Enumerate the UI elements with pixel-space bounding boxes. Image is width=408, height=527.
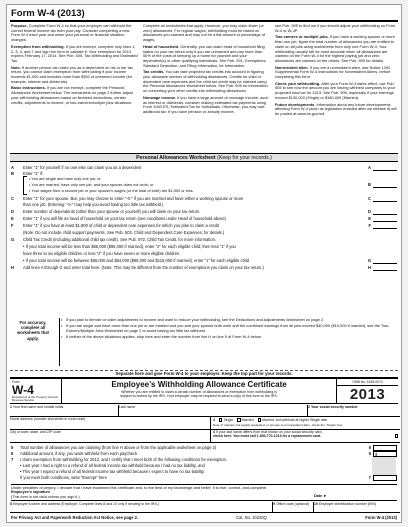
worksheet-line [11, 236, 397, 243]
instr-pension: see Pub. 505 to find out if you should adjust your withholding on Form W-4 or W-4P. [275, 24, 396, 33]
worksheet-line [11, 229, 397, 236]
box-letter: G [367, 258, 371, 263]
box-number: 5 [368, 445, 371, 450]
instructions-column-1 [11, 24, 138, 152]
line-text: Enter number of dependents (other than your spouse or yourself) you will claim on your tax return [23, 209, 200, 214]
office-code-field[interactable]: 9 Office code (optional) [273, 502, 313, 513]
box-letter: A [368, 165, 371, 170]
line-b-input[interactable] [373, 182, 397, 188]
name-differs: 4 If your last name differs from that shown on your social security card, check here. You must call 1-800-772-1213 for a replacement card. [211, 430, 400, 443]
footer: For Privacy Act and Paperwork Reduction Act Notice, see page 2. Cat. No. 10220Q Form W-4 (2013) [11, 515, 397, 520]
name-differs-checkbox[interactable] [395, 434, 399, 438]
single-checkbox[interactable] [219, 418, 223, 422]
form-year-block [336, 379, 398, 404]
instr-nonresident: Nonresident alien. If you are a nonresident alien, see Notice 1392, Supplemental Form W-4 Instructions for Nonresident Aliens, before completing this form. [275, 64, 392, 80]
line-text: Child Tax Credit (including additional child tax credit). See Pub. 972, Child Tax Credit, for more information. [23, 237, 217, 242]
instructions-column-3 [275, 24, 399, 152]
form-id-block: Form W-4 Department of the Treasury Internal Revenue Service [10, 379, 62, 404]
w4-page [6, 4, 402, 523]
line-text: (Note. Do not include child support payments. See Pub. 503, Child and Dependent Care Expenses, for details.) [23, 230, 225, 235]
worksheet-line [11, 264, 397, 271]
line-number: 5 [11, 445, 14, 450]
line-letter: A [11, 165, 14, 170]
line-letter: B [11, 171, 14, 176]
line-text: Total number of allowances you are claiming (from line H above or from the applicable worksheet on page 2) [20, 445, 217, 450]
worksheet-title: Personal Allowances Worksheet (Keep for your records.) [10, 153, 398, 162]
form-line [11, 475, 397, 481]
line-letter: D [11, 209, 14, 214]
worksheet-line [11, 250, 397, 257]
line-b-bullet-2: • You are married, have only one job, and your spouse does not work; or [29, 182, 154, 187]
box-letter: E [368, 216, 371, 221]
line-text: Enter “1” if: [23, 171, 44, 176]
accuracy-item-itemize: • If you plan to itemize or claim adjustments to income and want to reduce your withholding, see the Deductions and Adjustments Worksheet on page 2. [60, 318, 397, 323]
line-letter: G [11, 237, 15, 242]
worksheet-input[interactable] [373, 258, 397, 264]
city-state-zip-field[interactable]: City or town, state, and ZIP code [10, 430, 210, 443]
box-letter: F [368, 223, 371, 228]
instr-check: Check your withholding. After your Form W-4 takes effect, use Pub. 505 to see how the amount you are having withheld compares to your projected total tax for 2013. See Pub. 505, especially if your earnings exceed $130,000 (Single) or $180,000 (Married). [275, 80, 396, 100]
box-letter: D [368, 209, 371, 214]
accuracy-label: For accuracy, complete all worksheets that apply. [17, 320, 49, 341]
worksheet-input[interactable] [373, 265, 397, 271]
worksheet-line [11, 257, 397, 264]
married-checkbox[interactable] [237, 418, 241, 422]
worksheet-line [11, 215, 397, 222]
title-rule [10, 20, 398, 22]
perjury-statement: Under penalties of perjury, I declare that I have examined this certificate and, to the best of my knowledge and belief, it is true, correct, and complete. [11, 484, 397, 491]
line-text: Enter “1” for your spouse. But, you may choose to enter “-0-” if you are married and have either a working spouse or more [23, 196, 244, 201]
dept-name: Department of the Treasury Internal Revenue Service [12, 395, 58, 403]
married-higher-checkbox[interactable] [258, 418, 262, 422]
box-letter: C [368, 196, 371, 201]
line-text: than one job. (Entering “-0-” may help you avoid having too little tax withheld.) [23, 202, 164, 207]
line-b-brace [23, 176, 27, 195]
worksheet-line [11, 222, 397, 229]
line7-shade [372, 457, 396, 475]
date-label: Date ► [313, 494, 327, 498]
box-letter: H [368, 265, 371, 270]
line-text: Enter “1” for yourself if no one else can claim you as a dependent [23, 165, 142, 170]
instr-head-of-household: Head of household. Generally, you can claim head of household filing status on your tax return only if you are unmarried and pay more than 50% of the costs of keeping up a home for yourself and your dependent(s) or other qualifying individuals. See Pub. 501, Exemptions, Standard Deduction, and Filing Information, for information. [143, 43, 267, 68]
instr-exemption: Exemption from withholding. If you are exempt, complete only lines 1, 2, 3, 4, and 7 and sign the form to validate it. Your exemption for 2013 expires February 17, 2014. See Pub. 505, Tax Withholding and Estimated Tax. [11, 43, 138, 63]
line-b-bullet-1: • You are single and have only one job; or [29, 176, 101, 181]
line-number: 7 [11, 457, 14, 462]
line-text: have three to six eligible children or less “2” if you have seven or more eligible children. [23, 251, 181, 256]
form-title-block: Employee’s Withholding Allowance Certificate Whether you are entitled to claim a certain number of allowances or exemption from withholding is subject to review by the IRS. Your employer may be required to send a copy of this form to the IRS. [64, 380, 334, 399]
instr-tax-credits: Tax credits. You can take projected tax credits into account in figuring your allowable number of withholding allowances. Credits for child or dependent care expenses and the child tax credit may be claimed using the Personal Allowances Worksheet below. See Pub. 505 for information on converting your other credits into withholding allowances. [143, 69, 268, 94]
box-number: 6 [368, 451, 371, 456]
form-number: W-4 [12, 383, 34, 397]
box-number: 7 [368, 475, 371, 480]
line-number: 6 [11, 451, 14, 456]
ssn-field[interactable]: 2 Your social security number [308, 405, 400, 417]
worksheet-input[interactable] [373, 223, 397, 229]
line-letter: F [11, 223, 14, 228]
filing-note: Note. If married, but legally separated, or spouse is a nonresident alien, check the “Single” box. [213, 423, 344, 427]
first-name-field[interactable]: 1 Your first name and middle initial [10, 405, 118, 417]
form-year: 2013 [349, 386, 386, 403]
accuracy-item-two-earners: • If you are single and have more than one job or are married and you and your spouse both work and the combined earnings from all jobs exceed $40,000 ($10,000 if married), see the Two-Earners/Multiple Jobs Worksheet on page 2 to avoid having too little tax withheld. [60, 324, 397, 334]
form-header [10, 377, 398, 404]
line-text: If you meet both conditions, write “Exempt” here [20, 475, 107, 480]
line-text: Enter “1” if you have at least $1,900 of child or dependent care expenses for which you plan to claim a credit [23, 223, 219, 228]
worksheet-line [11, 201, 397, 208]
line-letter: C [11, 196, 14, 201]
accuracy-item-neither: • If neither of the above situations applies, stop here and enter the number from line H on line 5 of Form W-4 below. [60, 335, 397, 340]
line-letter: H [11, 265, 14, 270]
instr-nonwage: Nonwage income. If you have a large amount of nonwage income, such as interest or dividends, consider making estimated tax payments using Form 1040-ES, Estimated Tax for Individuals. Otherwise, you may owe additional tax. If you have pension or annuity income, [143, 94, 269, 114]
instr-basic: Basic instructions. If you are not exempt, complete the Personal Allowances Worksheet below. The worksheets on page 2 further adjust your withholding allowances based on itemized deductions, certain credits, adjustments to income, or two-earners/multiple jobs situations. [11, 85, 134, 105]
worksheet-line [11, 243, 397, 250]
page-title: Form W-4 (2013) [11, 8, 85, 19]
employer-name-field[interactable]: 8 Employer’s name and address (Employer: Complete lines 8 and 10 only if sending to the IRS.) [10, 502, 272, 513]
line-text: Enter “1” if you will file as head of household on your tax return (see conditions under Head of household above) [23, 216, 226, 221]
line-text: • If your total income will be less than $65,000 ($95,000 if married), enter “2” for each eligible child; then less “1” if you [23, 244, 236, 249]
home-address-field[interactable]: Home address (number and street or rural route) [10, 417, 210, 430]
line-input[interactable] [373, 475, 397, 481]
worksheet-line [11, 208, 397, 215]
instr-note: Note. If another person can claim you as a dependent on his or her tax return, you cannot claim exemption from withholding if your income exceeds $1,000 and includes more than $350 of unearned income (for example, interest and dividends). [11, 64, 133, 84]
line-b-box-wrap: B [357, 181, 397, 188]
worksheet-input[interactable] [373, 209, 397, 215]
form-title: Employee’s Withholding Allowance Certificate [111, 380, 287, 389]
line-text: • Last year I had a right to a refund of all federal income tax withheld because I had no tax liability, and [20, 463, 205, 468]
line-b-bullet-3: • Your wages from a second job or your spouse’s wages (or the total of both) are $1,500 or less. [29, 188, 194, 193]
signature-input[interactable] [121, 498, 315, 501]
line-text: • If your total income will be between $65,000 and $84,000 ($95,000 and $119,000 if married), enter “1” for each eligible child [23, 258, 249, 263]
worksheet-input[interactable] [373, 216, 397, 222]
instr-future: Future developments. Information about any future developments affecting Form W-4 (such as legislation enacted after we release it) will be posted at www.irs.gov/w4. [275, 101, 397, 116]
filing-status: 3 Single Married Married, but withhold at higher Single rate. Note. If married, but legally separated, or spouse is a nonresident alien, check the “Single” box. [211, 417, 400, 430]
dollar-sign: $ [375, 452, 378, 457]
instr-complete: Complete all worksheets that apply. However, you may claim fewer (or zero) allowances. For regular wages, withholding must be based on allowances you claimed and may not be a flat amount or percentage of wages. [143, 24, 265, 43]
instr-two-earners: Two earners or multiple jobs. If you have a working spouse or more than one job, figure the total number of allowances you are entitled to claim on all jobs using worksheets from only one Form W-4. Your withholding usually will be most accurate when all allowances are claimed on the Form W-4 for the highest paying job and zero allowances are claimed on the others. See Pub. 505 for details. [275, 34, 395, 63]
last-name-field[interactable]: Last name [119, 405, 307, 417]
separator-text: Separate here and give Form W-4 to your employer. Keep the top part for your records. [115, 371, 293, 376]
signature-row: Employee’s signature (This form is not valid unless you sign it.) Date ► [11, 490, 397, 501]
omb-number: OMB No. 1545-0074 [337, 379, 398, 386]
line-text: Additional amount, if any, you want withheld from each paycheck [20, 451, 138, 456]
accuracy-list [59, 318, 397, 366]
instr-purpose: Purpose. Complete Form W-4 so that your employer can withhold the correct federal income tax from your pay. Consider completing a new Form W-4 each year and when your personal or financial situation changes. [11, 24, 132, 43]
line-letter: E [11, 216, 14, 221]
line-text: • This year I expect a refund of all federal income tax withheld because I expect to have no tax liability. [20, 469, 205, 474]
line-text: I claim exemption from withholding for 2013, and I certify that I meet both of the following conditions for exemption. [20, 457, 228, 462]
line-text: Add lines A through G and enter total here. (Note. This may be different from the number of exemptions you claim on your tax return.) [23, 265, 264, 270]
ein-field[interactable]: 10 Employer identification number (EIN) [314, 502, 400, 513]
instructions-column-2 [143, 24, 270, 152]
